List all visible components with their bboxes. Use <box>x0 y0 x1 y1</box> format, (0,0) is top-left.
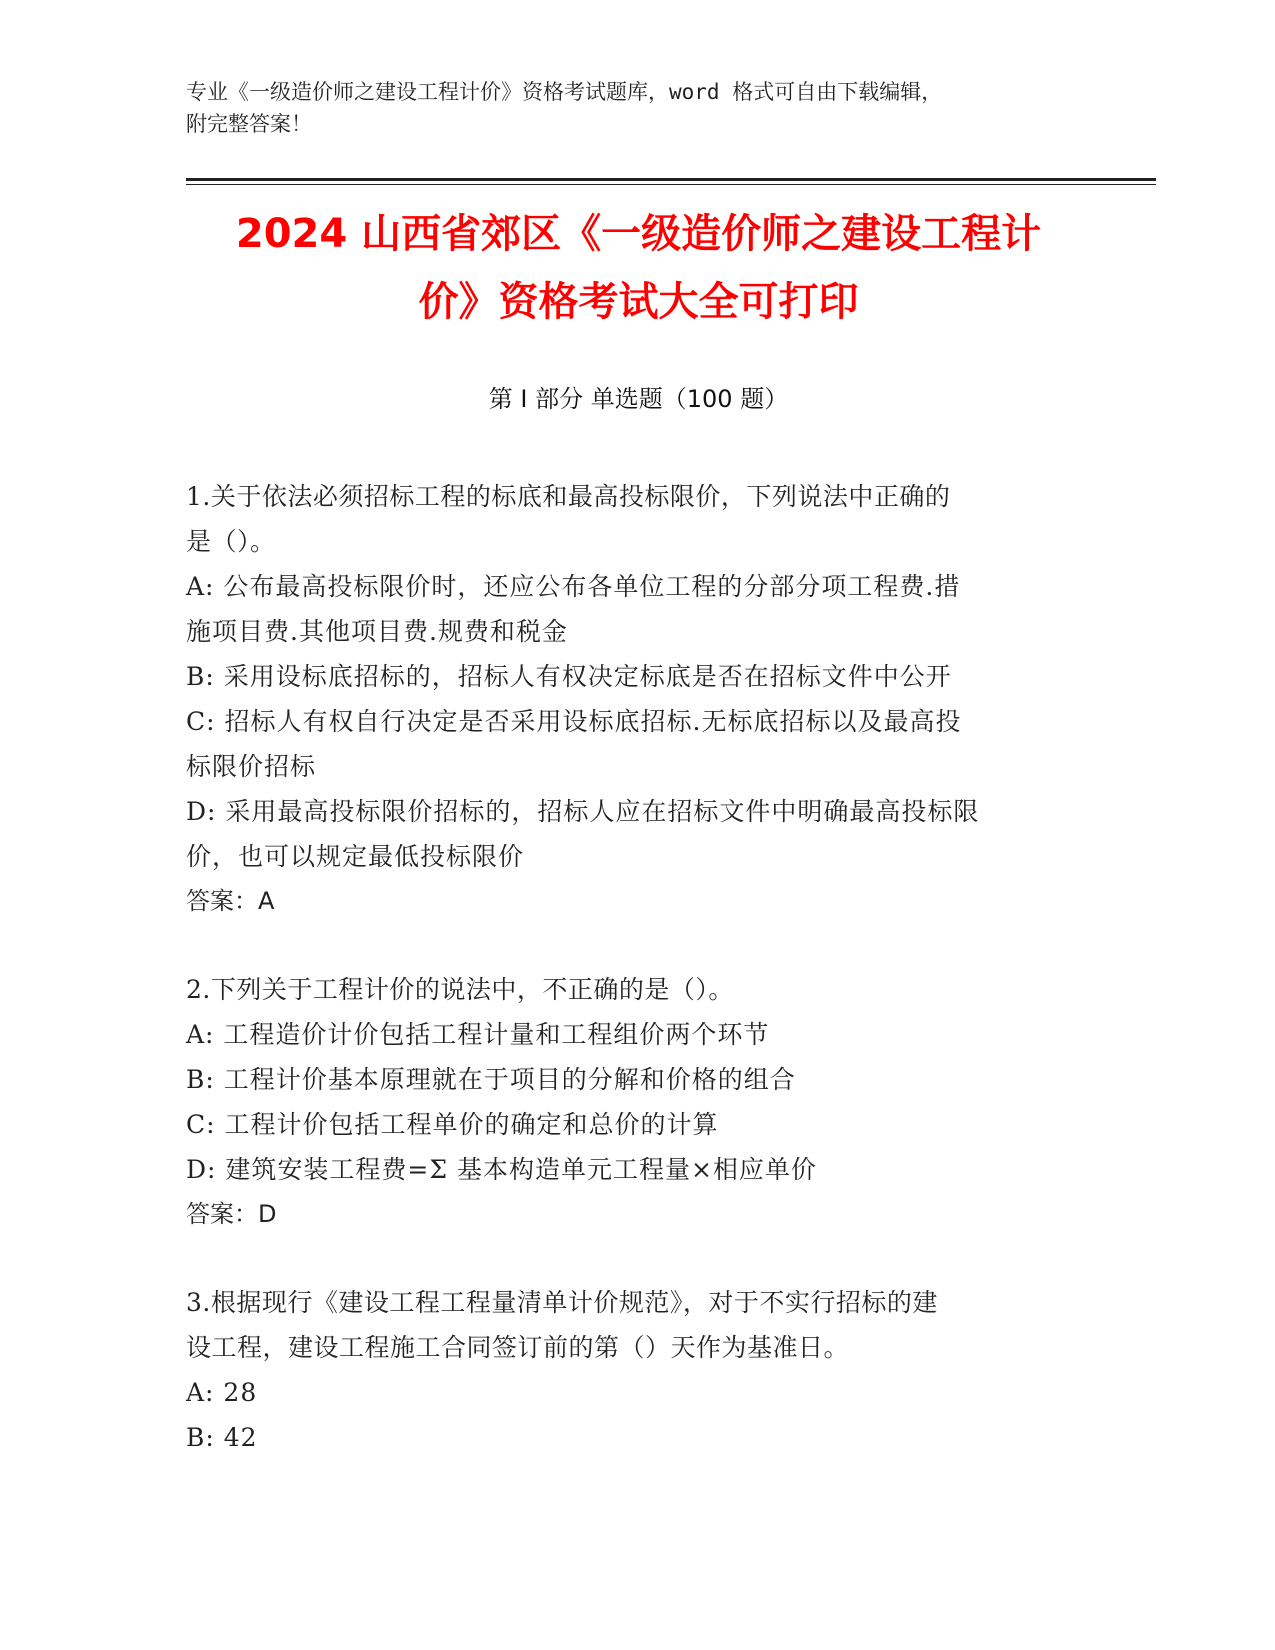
question-stem: 3.根据现行《建设工程工程量清单计价规范》，对于不实行招标的建 <box>186 1288 938 1317</box>
header-note <box>186 76 1076 140</box>
title-line: 2024 山西省郊区《一级造价师之建设工程计 <box>235 211 1042 257</box>
question-1 <box>186 474 1076 924</box>
document-title <box>186 200 1091 336</box>
answer: 答案：A <box>186 887 275 915</box>
question-stem: 1.关于依法必须招标工程的标底和最高投标限价，下列说法中正确的 <box>186 482 951 511</box>
question-stem: 是（）。 <box>186 527 276 556</box>
question-stem: 设工程，建设工程施工合同签订前的第（）天作为基准日。 <box>186 1333 850 1362</box>
option-d: D: 建筑安装工程费=Σ 基本构造单元工程量×相应单价 <box>186 1155 817 1184</box>
option-c: 标限价招标 <box>186 752 317 781</box>
option-b: B: 42 <box>186 1423 258 1452</box>
answer: 答案：D <box>186 1200 277 1228</box>
header-note-line: 附完整答案！ <box>186 112 312 136</box>
option-b: B: 工程计价基本原理就在于项目的分解和价格的组合 <box>186 1065 796 1094</box>
option-a: A: 公布最高投标限价时，还应公布各单位工程的分部分项工程费.措 <box>186 572 961 601</box>
section-heading: 第 I 部分 单选题（100 题） <box>488 385 789 413</box>
option-a: A: 工程造价计价包括工程计量和工程组价两个环节 <box>186 1020 770 1049</box>
option-c: C: 工程计价包括工程单价的确定和总价的计算 <box>186 1110 719 1139</box>
option-b: B: 采用设标底招标的，招标人有权决定标底是否在招标文件中公开 <box>186 662 952 691</box>
title-line: 价》资格考试大全可打印 <box>418 279 859 325</box>
question-stem: 2.下列关于工程计价的说法中，不正确的是（）。 <box>186 975 734 1004</box>
question-3 <box>186 1280 1076 1460</box>
option-a: 施项目费.其他项目费.规费和税金 <box>186 617 568 646</box>
header-divider <box>186 178 1156 181</box>
option-d: 价，也可以规定最低投标限价 <box>186 842 525 871</box>
header-note-line: 专业《一级造价师之建设工程计价》资格考试题库，word 格式可自由下载编辑， <box>186 80 943 104</box>
option-a: A: 28 <box>186 1378 258 1407</box>
option-c: C: 招标人有权自行决定是否采用设标底招标.无标底招标以及最高投 <box>186 707 962 736</box>
question-list <box>186 474 1076 1503</box>
question-2 <box>186 967 1076 1237</box>
option-d: D: 采用最高投标限价招标的，招标人应在招标文件中明确最高投标限 <box>186 797 980 826</box>
header-divider-thin <box>186 184 1156 185</box>
